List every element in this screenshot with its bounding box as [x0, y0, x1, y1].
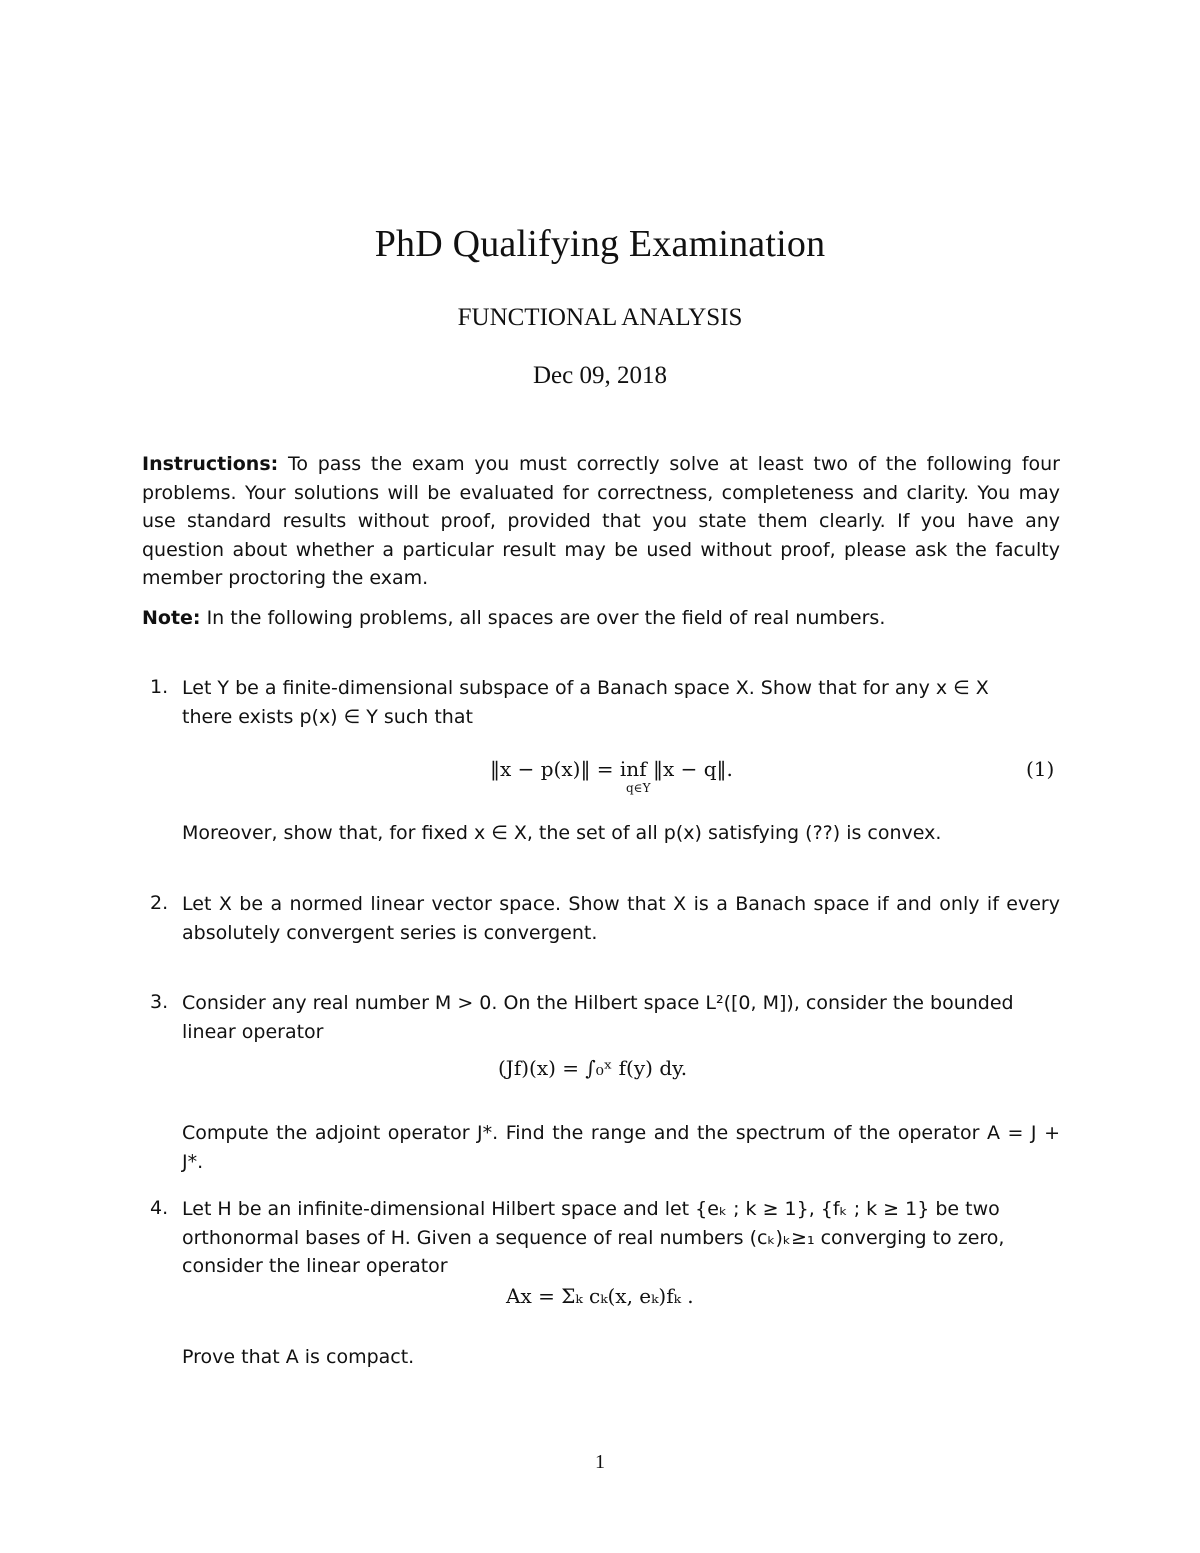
problem-1-line-2: there exists p(x) ∈ Y such that [182, 706, 473, 728]
page-number: 1 [595, 1451, 605, 1473]
problem-2-number: 2. [150, 892, 169, 914]
problem-4-line-2: orthonormal bases of H. Given a sequence of real numbers (cₖ)ₖ≥₁ converging to zero, [182, 1227, 1005, 1249]
problem-1-followup: Moreover, show that, for fixed x ∈ X, the set of all p(x) satisfying (??) is convex. [182, 822, 942, 844]
problem-4-number: 4. [150, 1197, 169, 1219]
problem-3-line-2: linear operator [182, 1021, 324, 1043]
instructions-paragraph [142, 450, 1060, 593]
problem-4-line-1: Let H be an infinite-dimensional Hilbert space and let {eₖ ; k ≥ 1}, {fₖ ; k ≥ 1} be two [182, 1198, 1000, 1220]
page-title: PhD Qualifying Examination [374, 223, 826, 265]
instructions-text: To pass the exam you must correctly solve at least two of the following four problems. Your solutions will be evaluated for correctness, completeness and clarity. You may use standard results without proof, provided that you state them clearly. If you have any question about whether a particular result may be used without proof, please ask the faculty member proctoring the exam. [142, 453, 1060, 589]
problem-3-followup: Compute the adjoint operator J*. Find the range and the spectrum of the operator A = J + J*. [182, 1122, 1060, 1173]
problem-3-line-1: Consider any real number M > 0. On the Hilbert space L²([0, M]), consider the bounded [182, 992, 1014, 1014]
problem-4-followup: Prove that A is compact. [182, 1346, 415, 1368]
problem-3-number: 3. [150, 991, 169, 1013]
equation-number: (1) [1026, 757, 1055, 781]
note-text: In the following problems, all spaces are over the field of real numbers. [206, 607, 886, 629]
note-label: Note: [142, 607, 201, 629]
exam-date: Dec 09, 2018 [533, 362, 667, 389]
problem-4-line-3: consider the linear operator [182, 1255, 448, 1277]
note-paragraph [142, 604, 1060, 633]
problem-1-line-1: Let Y be a finite-dimensional subspace of a Banach space X. Show that for any x ∈ X [182, 677, 989, 699]
instructions-label: Instructions: [142, 453, 279, 475]
problem-3-equation: (Jf)(x) = ∫₀ˣ f(y) dy. [498, 1056, 688, 1080]
problem-1-equation: ‖x − p(x)‖ = inf ‖x − q‖. [490, 757, 733, 781]
problem-1-number: 1. [150, 676, 169, 698]
exam-subject: FUNCTIONAL ANALYSIS [457, 304, 743, 331]
problem-4-equation: Ax = Σₖ cₖ(x, eₖ)fₖ . [506, 1284, 694, 1308]
problem-2-text: Let X be a normed linear vector space. Show that X is a Banach space if and only if every absolutely convergent series is convergent. [182, 893, 1060, 944]
problem-1-equation-subscript: q∈Y [626, 781, 651, 795]
